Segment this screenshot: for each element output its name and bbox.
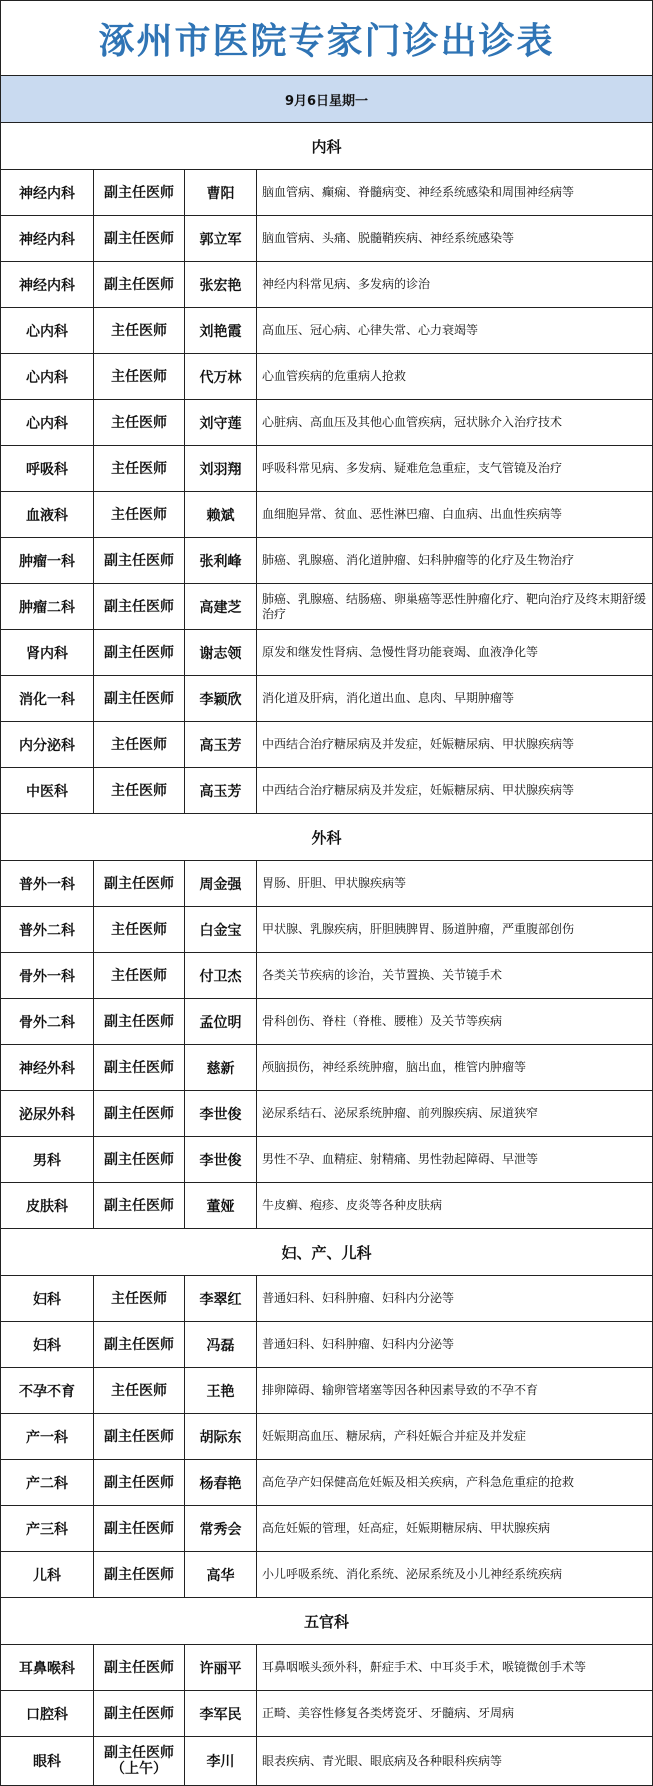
table-row bbox=[1, 907, 652, 953]
title-text: 副主任医师 bbox=[104, 1197, 174, 1214]
title-text: 副主任医师 bbox=[104, 1566, 174, 1583]
specialty-text: 小儿呼吸系统、消化系统、泌尿系统及小儿神经系统疾病 bbox=[262, 1567, 563, 1581]
specialty-cell bbox=[257, 1045, 652, 1090]
date-header: 9月6日星期一 bbox=[1, 76, 652, 123]
title-text: 副主任医师 bbox=[104, 1151, 174, 1168]
title-text: 副主任医师 bbox=[104, 1705, 174, 1722]
specialty-cell bbox=[257, 492, 652, 537]
specialty-cell bbox=[257, 676, 652, 721]
table-row bbox=[1, 953, 652, 999]
title-text: 主任医师 bbox=[111, 736, 167, 753]
specialty-text: 胃肠、肝胆、甲状腺疾病等 bbox=[262, 876, 407, 890]
title-text: 副主任医师 bbox=[104, 644, 174, 661]
doctor-name-cell: 周金强 bbox=[185, 861, 257, 906]
specialty-cell bbox=[257, 907, 652, 952]
specialty-cell bbox=[257, 538, 652, 583]
specialty-cell bbox=[257, 1091, 652, 1136]
title-cell bbox=[94, 1045, 185, 1090]
doctor-name-cell: 高玉芳 bbox=[185, 722, 257, 767]
table-row bbox=[1, 1091, 652, 1137]
department-cell: 泌尿外科 bbox=[1, 1091, 94, 1136]
doctor-name-cell: 李翠红 bbox=[185, 1276, 257, 1321]
title-cell bbox=[94, 1460, 185, 1505]
department-cell: 口腔科 bbox=[1, 1691, 94, 1736]
table-row bbox=[1, 1322, 652, 1368]
specialty-text: 正畸、美容性修复各类烤瓷牙、牙髓病、牙周病 bbox=[262, 1706, 515, 1720]
specialty-text: 脑血管病、癫痫、脊髓病变、神经系统感染和周围神经病等 bbox=[262, 185, 575, 199]
doctor-name-cell: 刘艳霞 bbox=[185, 308, 257, 353]
title-cell bbox=[94, 446, 185, 491]
specialty-text: 男性不孕、血精症、射精痛、男性勃起障碍、早泄等 bbox=[262, 1152, 539, 1166]
department-cell: 耳鼻喉科 bbox=[1, 1645, 94, 1690]
specialty-cell bbox=[257, 446, 652, 491]
department-cell: 肿瘤二科 bbox=[1, 584, 94, 629]
specialty-cell bbox=[257, 1414, 652, 1459]
title-cell bbox=[94, 538, 185, 583]
title-text: 主任医师 bbox=[111, 506, 167, 523]
department-cell: 神经内科 bbox=[1, 216, 94, 261]
department-cell: 骨外二科 bbox=[1, 999, 94, 1044]
specialty-cell bbox=[257, 262, 652, 307]
table-row bbox=[1, 492, 652, 538]
department-cell: 血液科 bbox=[1, 492, 94, 537]
specialty-cell bbox=[257, 354, 652, 399]
title-cell bbox=[94, 1552, 185, 1597]
specialty-text: 颅脑损伤，神经系统肿瘤，脑出血，椎管内肿瘤等 bbox=[262, 1060, 527, 1074]
doctor-name-cell: 李颖欣 bbox=[185, 676, 257, 721]
specialty-cell bbox=[257, 1368, 652, 1413]
specialty-text: 中西结合治疗糖尿病及并发症，妊娠糖尿病、甲状腺疾病等 bbox=[262, 737, 575, 751]
specialty-text: 中西结合治疗糖尿病及并发症，妊娠糖尿病、甲状腺疾病等 bbox=[262, 783, 575, 797]
doctor-name-cell: 常秀会 bbox=[185, 1506, 257, 1551]
department-cell: 妇科 bbox=[1, 1276, 94, 1321]
table-row bbox=[1, 1645, 652, 1691]
specialty-cell bbox=[257, 216, 652, 261]
title-cell bbox=[94, 492, 185, 537]
specialty-text: 肺癌、乳腺癌、消化道肿瘤、妇科肿瘤等的化疗及生物治疗 bbox=[262, 553, 575, 567]
title-text: 主任医师 bbox=[111, 322, 167, 339]
table-row bbox=[1, 584, 652, 630]
doctor-name-cell: 白金宝 bbox=[185, 907, 257, 952]
table-row bbox=[1, 308, 652, 354]
doctor-name-cell: 李世俊 bbox=[185, 1091, 257, 1136]
title-text: 副主任医师 bbox=[104, 1013, 174, 1030]
table-row bbox=[1, 262, 652, 308]
specialty-cell bbox=[257, 400, 652, 445]
doctor-name-cell: 王艳 bbox=[185, 1368, 257, 1413]
specialty-text: 泌尿系结石、泌尿系统肿瘤、前列腺疾病、尿道狭窄 bbox=[262, 1106, 539, 1120]
specialty-text: 神经内科常见病、多发病的诊治 bbox=[262, 277, 431, 291]
title-cell bbox=[94, 722, 185, 767]
specialty-text: 耳鼻咽喉头颈外科，鼾症手术、中耳炎手术，喉镜微创手术等 bbox=[262, 1660, 587, 1674]
specialty-text: 肺癌、乳腺癌、结肠癌、卵巢癌等恶性肿瘤化疗、靶向治疗及终末期舒缓治疗 bbox=[262, 591, 647, 621]
sections-container bbox=[1, 123, 652, 1786]
title-text: 副主任医师 bbox=[104, 184, 174, 201]
doctor-name-cell: 李世俊 bbox=[185, 1137, 257, 1182]
doctor-name-cell: 高华 bbox=[185, 1552, 257, 1597]
title-text: 副主任医师 bbox=[104, 1659, 174, 1676]
title-text: 主任医师 bbox=[111, 921, 167, 938]
specialty-cell bbox=[257, 170, 652, 215]
department-cell: 儿科 bbox=[1, 1552, 94, 1597]
table-row bbox=[1, 1183, 652, 1229]
specialty-text: 各类关节疾病的诊治，关节置换、关节镜手术 bbox=[262, 968, 503, 982]
title-cell bbox=[94, 170, 185, 215]
title-cell bbox=[94, 768, 185, 813]
department-cell: 神经内科 bbox=[1, 170, 94, 215]
department-cell: 中医科 bbox=[1, 768, 94, 813]
doctor-name-cell: 代万林 bbox=[185, 354, 257, 399]
title-cell bbox=[94, 1645, 185, 1690]
section-header: 外科 bbox=[1, 814, 652, 861]
table-row bbox=[1, 1506, 652, 1552]
title-text: 副主任医师 bbox=[104, 875, 174, 892]
doctor-name-cell: 付卫杰 bbox=[185, 953, 257, 998]
department-cell: 眼科 bbox=[1, 1737, 94, 1785]
table-row bbox=[1, 1414, 652, 1460]
doctor-name-cell: 曹阳 bbox=[185, 170, 257, 215]
specialty-cell bbox=[257, 1183, 652, 1228]
title-cell bbox=[94, 676, 185, 721]
title-cell bbox=[94, 1322, 185, 1367]
title-cell bbox=[94, 262, 185, 307]
table-row bbox=[1, 446, 652, 492]
specialty-text: 妊娠期高血压、糖尿病，产科妊娠合并症及并发症 bbox=[262, 1429, 527, 1443]
doctor-name-cell: 冯磊 bbox=[185, 1322, 257, 1367]
title-cell bbox=[94, 1137, 185, 1182]
title-cell bbox=[94, 400, 185, 445]
department-cell: 皮肤科 bbox=[1, 1183, 94, 1228]
section-header: 妇、产、儿科 bbox=[1, 1229, 652, 1276]
table-row bbox=[1, 1045, 652, 1091]
doctor-name-cell: 李川 bbox=[185, 1737, 257, 1785]
doctor-name-cell: 慈新 bbox=[185, 1045, 257, 1090]
specialty-cell bbox=[257, 1691, 652, 1736]
doctor-name-cell: 孟位明 bbox=[185, 999, 257, 1044]
specialty-cell bbox=[257, 1322, 652, 1367]
title-text: 副主任医师 bbox=[104, 230, 174, 247]
title-text: 主任医师 bbox=[111, 967, 167, 984]
specialty-cell bbox=[257, 1276, 652, 1321]
department-cell: 骨外一科 bbox=[1, 953, 94, 998]
specialty-text: 脑血管病、头痛、脱髓鞘疾病、神经系统感染等 bbox=[262, 231, 515, 245]
department-cell: 普外二科 bbox=[1, 907, 94, 952]
table-row bbox=[1, 676, 652, 722]
doctor-name-cell: 赖斌 bbox=[185, 492, 257, 537]
specialty-text: 高危孕产妇保健高危妊娠及相关疾病，产科急危重症的抢救 bbox=[262, 1475, 575, 1489]
title-text: 主任医师 bbox=[111, 460, 167, 477]
specialty-text: 原发和继发性肾病、急慢性肾功能衰竭、血液净化等 bbox=[262, 645, 539, 659]
title-text: 副主任医师 bbox=[104, 552, 174, 569]
doctor-name-cell: 高玉芳 bbox=[185, 768, 257, 813]
department-cell: 心内科 bbox=[1, 400, 94, 445]
title-cell bbox=[94, 354, 185, 399]
table-row bbox=[1, 1276, 652, 1322]
department-cell: 产一科 bbox=[1, 1414, 94, 1459]
doctor-name-cell: 张利峰 bbox=[185, 538, 257, 583]
doctor-name-cell: 李军民 bbox=[185, 1691, 257, 1736]
department-cell: 消化一科 bbox=[1, 676, 94, 721]
title-cell bbox=[94, 216, 185, 261]
doctor-name-cell: 胡际东 bbox=[185, 1414, 257, 1459]
doctor-name-cell: 郭立军 bbox=[185, 216, 257, 261]
specialty-cell bbox=[257, 1645, 652, 1690]
specialty-text: 骨科创伤、脊柱（脊椎、腰椎）及关节等疾病 bbox=[262, 1014, 503, 1028]
title-text: 副主任医师 bbox=[104, 1105, 174, 1122]
department-cell: 产三科 bbox=[1, 1506, 94, 1551]
specialty-text: 普通妇科、妇科肿瘤、妇科内分泌等 bbox=[262, 1337, 455, 1351]
table-row bbox=[1, 999, 652, 1045]
title-text: 副主任医师 bbox=[104, 598, 174, 615]
specialty-cell bbox=[257, 1137, 652, 1182]
doctor-name-cell: 许丽平 bbox=[185, 1645, 257, 1690]
department-cell: 心内科 bbox=[1, 308, 94, 353]
table-row bbox=[1, 170, 652, 216]
specialty-cell bbox=[257, 584, 652, 629]
title-text: 副主任医师 bbox=[104, 1745, 174, 1761]
department-cell: 呼吸科 bbox=[1, 446, 94, 491]
department-cell: 不孕不育 bbox=[1, 1368, 94, 1413]
table-row bbox=[1, 1137, 652, 1183]
page-title: 涿州市医院专家门诊出诊表 bbox=[1, 1, 652, 76]
specialty-text: 高危妊娠的管理，妊高症，妊娠期糖尿病、甲状腺疾病 bbox=[262, 1521, 551, 1535]
specialty-text: 心脏病、高血压及其他心血管疾病，冠状脉介入治疗技术 bbox=[262, 415, 563, 429]
table-row bbox=[1, 1691, 652, 1737]
department-cell: 普外一科 bbox=[1, 861, 94, 906]
table-row bbox=[1, 538, 652, 584]
title-text: 主任医师 bbox=[111, 414, 167, 431]
title-cell bbox=[94, 1183, 185, 1228]
title-text: 主任医师 bbox=[111, 782, 167, 799]
section-header: 内科 bbox=[1, 123, 652, 170]
section-header: 五官科 bbox=[1, 1598, 652, 1645]
specialty-text: 甲状腺、乳腺疾病，肝胆胰脾胃、肠道肿瘤，严重腹部创伤 bbox=[262, 922, 575, 936]
table-row bbox=[1, 768, 652, 814]
title-text: 主任医师 bbox=[111, 1290, 167, 1307]
specialty-text: 眼表疾病、青光眼、眼底病及各种眼科疾病等 bbox=[262, 1753, 503, 1768]
title-cell bbox=[94, 999, 185, 1044]
department-cell: 产二科 bbox=[1, 1460, 94, 1505]
specialty-cell bbox=[257, 308, 652, 353]
title-cell bbox=[94, 308, 185, 353]
table-row bbox=[1, 861, 652, 907]
title-cell bbox=[94, 1368, 185, 1413]
table-row bbox=[1, 1737, 652, 1786]
table-row bbox=[1, 1460, 652, 1506]
specialty-cell bbox=[257, 768, 652, 813]
table-row bbox=[1, 400, 652, 446]
doctor-name-cell: 刘守莲 bbox=[185, 400, 257, 445]
department-cell: 男科 bbox=[1, 1137, 94, 1182]
department-cell: 妇科 bbox=[1, 1322, 94, 1367]
table-row bbox=[1, 1368, 652, 1414]
doctor-name-cell: 董娅 bbox=[185, 1183, 257, 1228]
department-cell: 心内科 bbox=[1, 354, 94, 399]
title-cell bbox=[94, 630, 185, 675]
specialty-text: 高血压、冠心病、心律失常、心力衰竭等 bbox=[262, 323, 479, 337]
title-text: 主任医师 bbox=[111, 368, 167, 385]
doctor-name-cell: 杨春艳 bbox=[185, 1460, 257, 1505]
doctor-name-cell: 谢志领 bbox=[185, 630, 257, 675]
specialty-cell bbox=[257, 1552, 652, 1597]
title-text: 主任医师 bbox=[111, 1382, 167, 1399]
title-text: 副主任医师 bbox=[104, 1336, 174, 1353]
specialty-cell bbox=[257, 1506, 652, 1551]
specialty-text: 牛皮癣、疱疹、皮炎等各种皮肤病 bbox=[262, 1198, 443, 1212]
specialty-cell bbox=[257, 1460, 652, 1505]
doctor-name-cell: 刘羽翔 bbox=[185, 446, 257, 491]
specialty-text: 排卵障碍、输卵管堵塞等因各种因素导致的不孕不育 bbox=[262, 1383, 539, 1397]
title-text: 副主任医师 bbox=[104, 1520, 174, 1537]
specialty-cell bbox=[257, 861, 652, 906]
specialty-cell bbox=[257, 722, 652, 767]
title-cell bbox=[94, 907, 185, 952]
table-row bbox=[1, 216, 652, 262]
specialty-cell bbox=[257, 630, 652, 675]
title-cell bbox=[94, 584, 185, 629]
title-note: （上午） bbox=[111, 1761, 167, 1777]
specialty-text: 普通妇科、妇科肿瘤、妇科内分泌等 bbox=[262, 1291, 455, 1305]
table-row bbox=[1, 630, 652, 676]
title-text: 副主任医师 bbox=[104, 1059, 174, 1076]
specialty-text: 心血管疾病的危重病人抢救 bbox=[262, 369, 407, 383]
specialty-text: 呼吸科常见病、多发病、疑难危急重症，支气管镜及治疗 bbox=[262, 461, 563, 475]
title-cell bbox=[94, 1276, 185, 1321]
title-text: 副主任医师 bbox=[104, 1474, 174, 1491]
title-cell bbox=[94, 861, 185, 906]
table-row bbox=[1, 354, 652, 400]
department-cell: 肾内科 bbox=[1, 630, 94, 675]
title-text: 副主任医师 bbox=[104, 276, 174, 293]
title-text: 副主任医师 bbox=[104, 1428, 174, 1445]
table-row bbox=[1, 1552, 652, 1598]
title-cell bbox=[94, 1691, 185, 1736]
title-cell bbox=[94, 1091, 185, 1136]
department-cell: 内分泌科 bbox=[1, 722, 94, 767]
doctor-name-cell: 张宏艳 bbox=[185, 262, 257, 307]
specialty-text: 消化道及肝病，消化道出血、息肉、早期肿瘤等 bbox=[262, 691, 515, 705]
department-cell: 肿瘤一科 bbox=[1, 538, 94, 583]
specialty-cell bbox=[257, 953, 652, 998]
title-cell bbox=[94, 953, 185, 998]
title-cell bbox=[94, 1506, 185, 1551]
title-text: 副主任医师 bbox=[104, 690, 174, 707]
table-row bbox=[1, 722, 652, 768]
department-cell: 神经内科 bbox=[1, 262, 94, 307]
department-cell: 神经外科 bbox=[1, 1045, 94, 1090]
title-cell bbox=[94, 1414, 185, 1459]
specialty-cell bbox=[257, 999, 652, 1044]
specialty-text: 血细胞异常、贫血、恶性淋巴瘤、白血病、出血性疾病等 bbox=[262, 507, 563, 521]
doctor-name-cell: 高建芝 bbox=[185, 584, 257, 629]
